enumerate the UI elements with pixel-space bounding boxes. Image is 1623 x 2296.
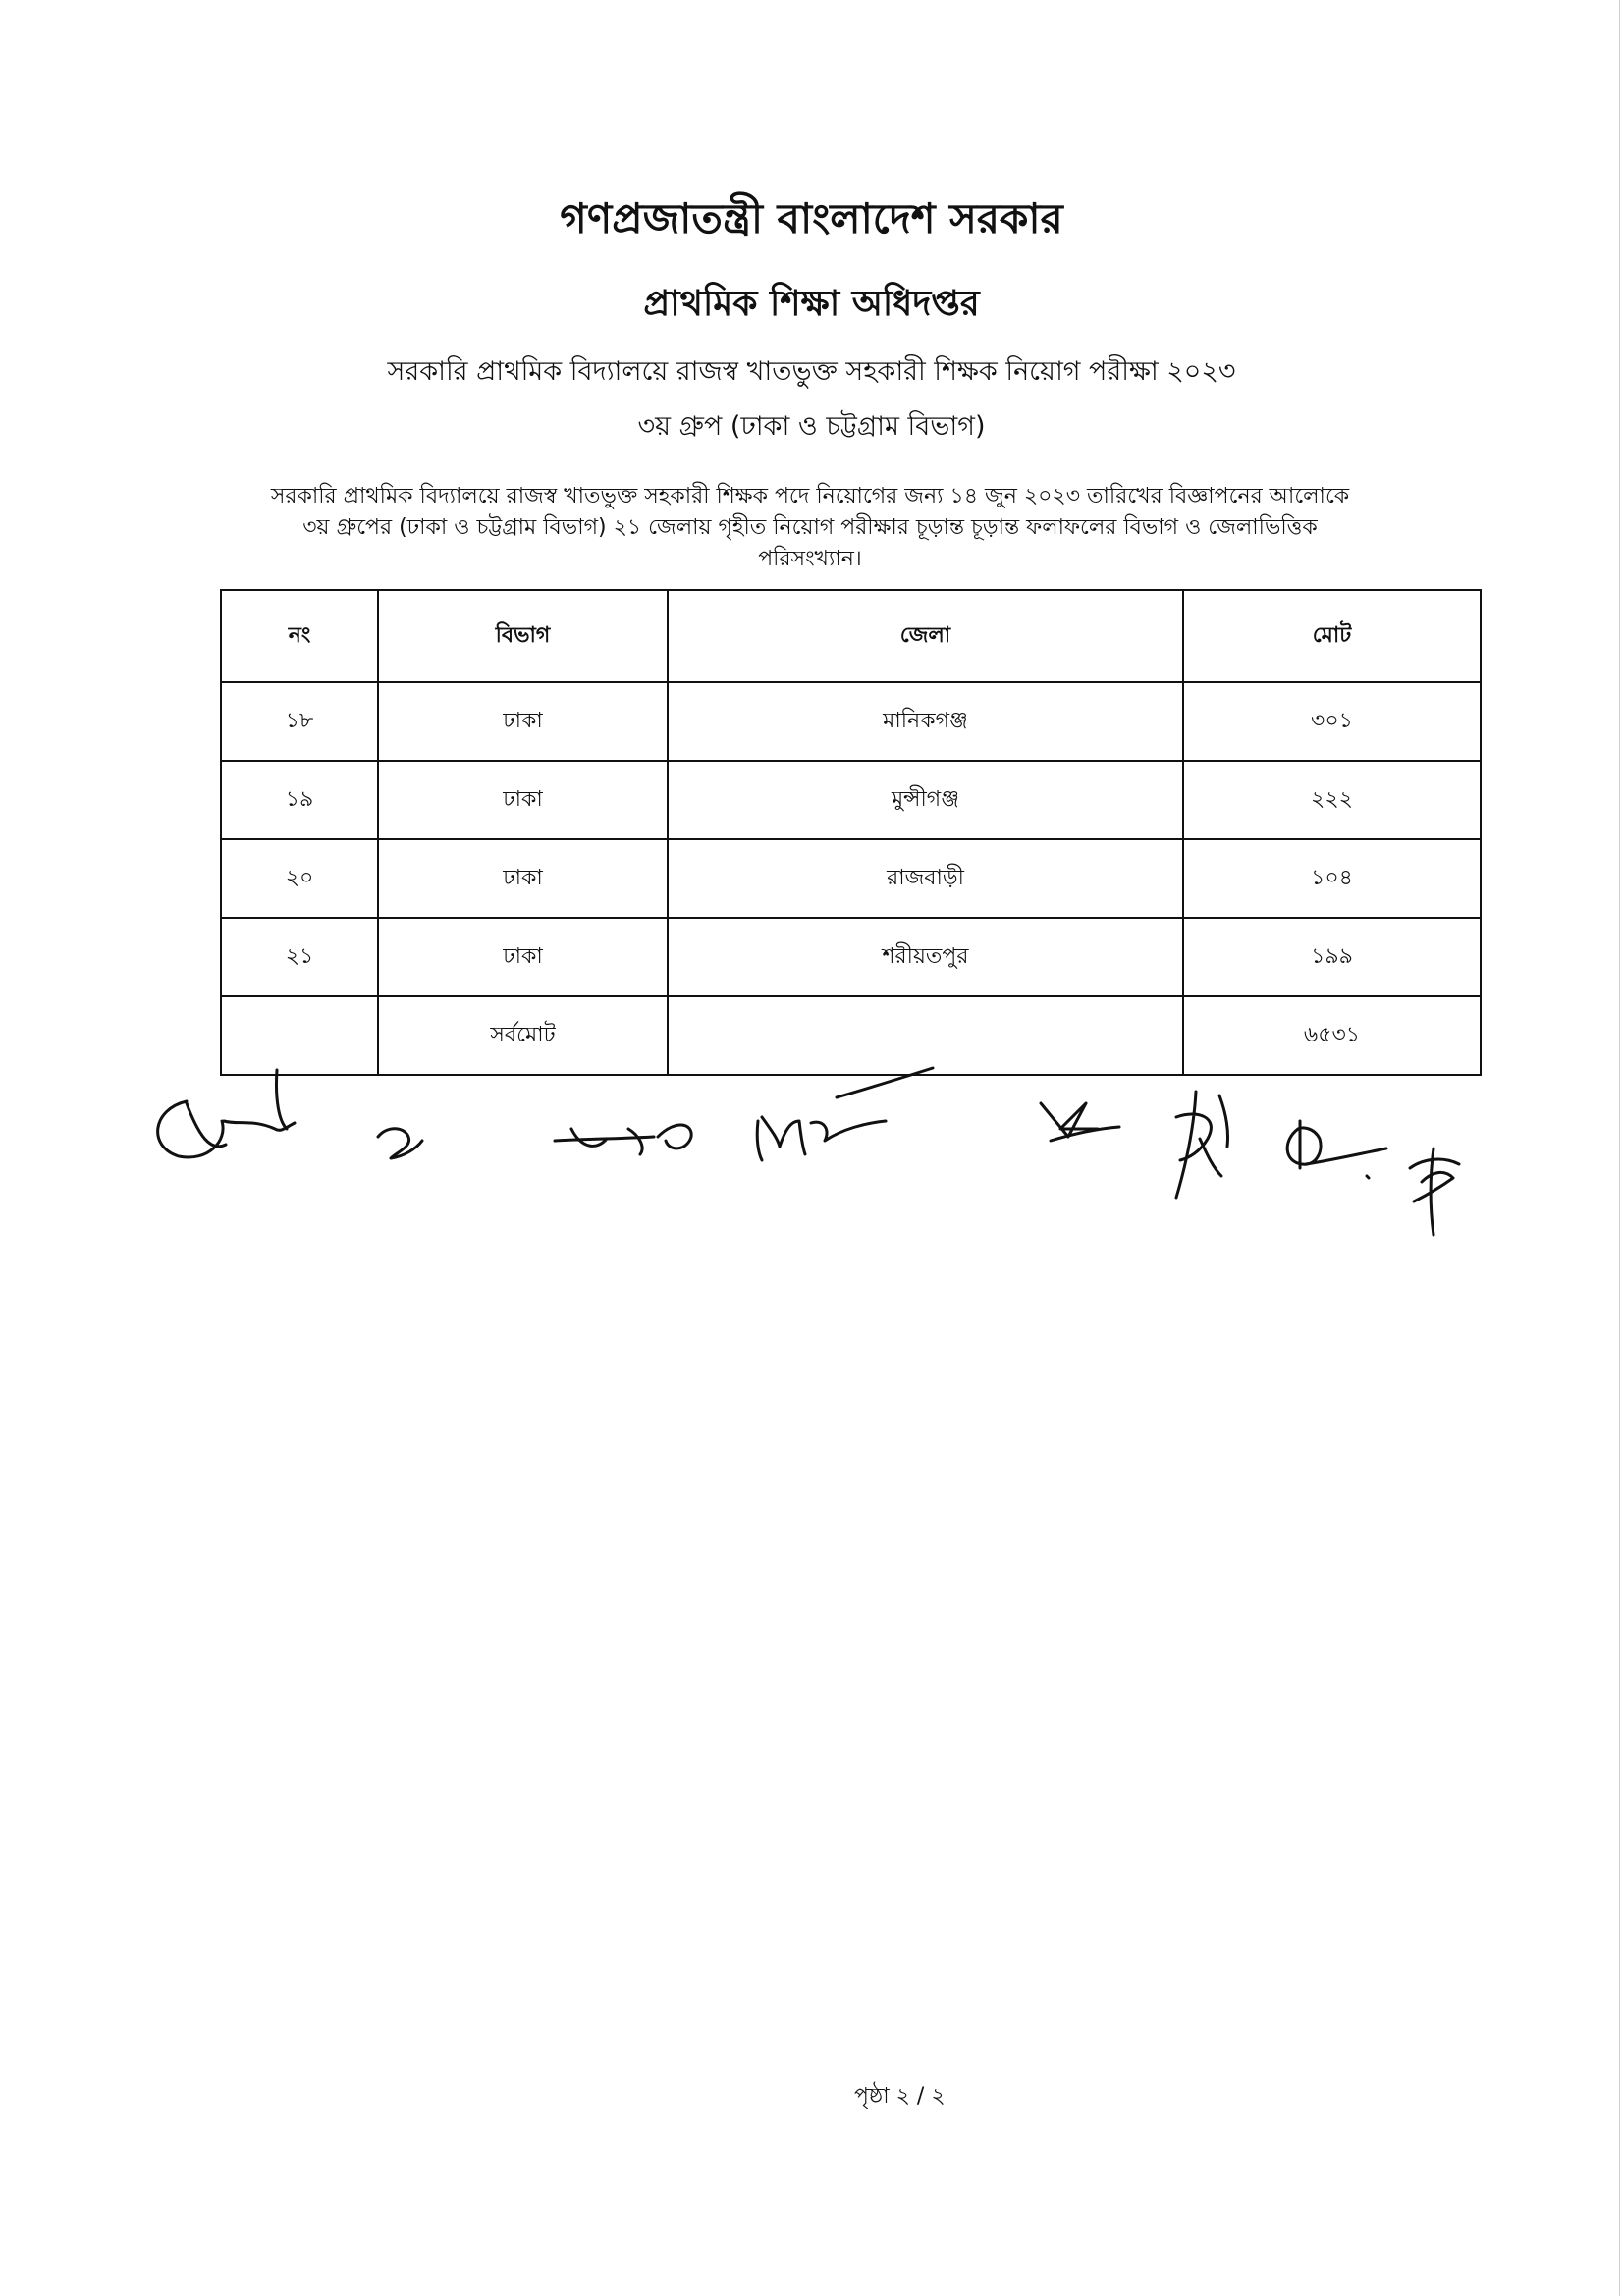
cell-no: ২১ <box>221 918 378 996</box>
header-total: মোট <box>1183 590 1481 682</box>
header-district: জেলা <box>668 590 1183 682</box>
signature <box>1287 1121 1386 1178</box>
cell-total: ১০৪ <box>1183 839 1481 918</box>
table-row <box>221 682 1481 761</box>
table-row <box>221 918 1481 996</box>
cell-district: মানিকগঞ্জ <box>668 682 1183 761</box>
cell-total: ২২২ <box>1183 761 1481 839</box>
cell-division: ঢাকা <box>378 682 668 761</box>
table-header-row <box>221 590 1481 682</box>
signature <box>1176 1092 1228 1198</box>
scan-edge-line <box>1619 0 1620 2296</box>
header-division: বিভাগ <box>378 590 668 682</box>
group-title: ৩য় গ্রুপ (ঢাকা ও চট্টগ্রাম বিভাগ) <box>637 411 986 442</box>
table-row <box>221 761 1481 839</box>
department-title: প্রাথমিক শিক্ষা অধিদপ্তর <box>643 284 980 324</box>
signature <box>378 1129 422 1158</box>
cell-district: শরীয়তপুর <box>668 918 1183 996</box>
signature <box>555 1125 691 1154</box>
grand-total-value: ৬৫৩১ <box>1183 996 1481 1075</box>
signature <box>1410 1148 1459 1235</box>
table-row <box>221 839 1481 918</box>
result-table <box>220 589 1482 1076</box>
cell-total: ১৯৯ <box>1183 918 1481 996</box>
page-number: পৃষ্ঠা ২ / ২ <box>854 2084 946 2109</box>
cell-district: রাজবাড়ী <box>668 839 1183 918</box>
cell-division: ঢাকা <box>378 839 668 918</box>
cell-division: ঢাকা <box>378 761 668 839</box>
intro-line: পরিসংখ্যান। <box>758 547 862 571</box>
cell-no: ১৮ <box>221 682 378 761</box>
cell-division: ঢাকা <box>378 918 668 996</box>
signature <box>1041 1103 1119 1141</box>
grand-total-label: সর্বমোট <box>378 996 668 1075</box>
cell-total: ৩০১ <box>1183 682 1481 761</box>
exam-title: সরকারি প্রাথমিক বিদ্যালয়ে রাজস্ব খাতভুক্ত সহকারী শিক্ষক নিয়োগ পরীক্ষা ২০২৩ <box>387 356 1236 387</box>
cell-no: ২০ <box>221 839 378 918</box>
signature <box>158 1070 295 1157</box>
intro-line: ৩য় গ্রুপের (ঢাকা ও চট্টগ্রাম বিভাগ) ২১ জেলায় গৃহীত নিয়োগ পরীক্ষার চূড়ান্ত চূড়ান্ত ফলাফলের বিভাগ ও জেলাভিত্তিক <box>302 515 1318 540</box>
government-title: গণপ্রজাতন্ত্রী বাংলাদেশ সরকার <box>560 194 1063 242</box>
header-no: নং <box>221 590 378 682</box>
cell-no: ১৯ <box>221 761 378 839</box>
intro-paragraph <box>221 481 1399 575</box>
cell-district: মুন্সীগঞ্জ <box>668 761 1183 839</box>
signature <box>757 1068 933 1160</box>
intro-line: সরকারি প্রাথমিক বিদ্যালয়ে রাজস্ব খাতভুক্ত সহকারী শিক্ষক পদে নিয়োগের জন্য ১৪ জুন ২০২৩ তারিখের বিজ্ঞাপনের আলোকে <box>270 484 1350 508</box>
signatures <box>128 1031 1502 1286</box>
